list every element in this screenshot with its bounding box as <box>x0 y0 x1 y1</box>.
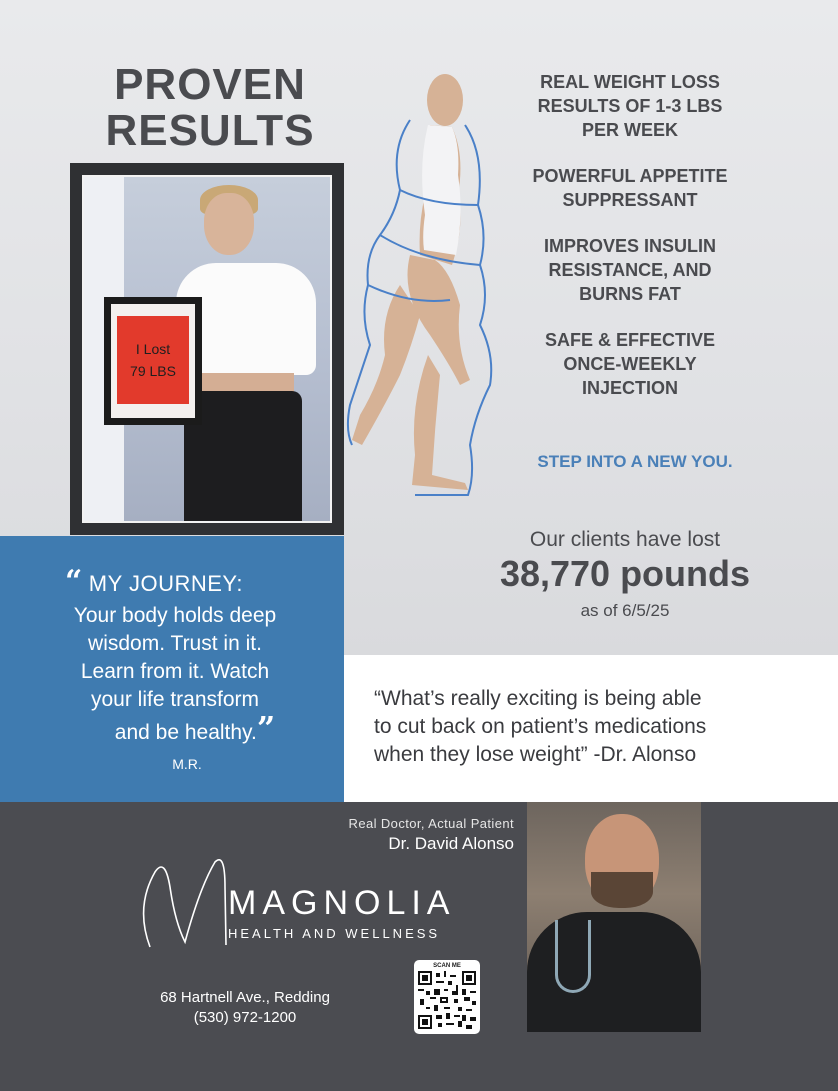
street-address: 68 Hartnell Ave., Redding <box>160 989 330 1006</box>
patient-head <box>204 193 254 255</box>
stethoscope-icon <box>555 920 591 993</box>
journey-title <box>65 564 243 599</box>
qr-label: SCAN ME <box>433 963 461 969</box>
benefit-line: ONCE-WEEKLY <box>563 354 697 374</box>
headline-line: RESULTS <box>105 106 315 155</box>
journey-quote-line: Your body holds deep <box>73 604 277 627</box>
doctor-quote <box>374 685 824 769</box>
benefit-item <box>505 70 755 142</box>
benefit-line: IMPROVES INSULIN <box>543 236 717 256</box>
phone-number[interactable]: (530) 972-1200 <box>193 1009 297 1026</box>
patient-midriff <box>194 373 294 393</box>
weight-loss-sign <box>104 297 202 425</box>
benefit-line: POWERFUL APPETITE <box>532 166 728 186</box>
benefit-line: SUPPRESSANT <box>562 190 698 210</box>
journey-panel <box>0 536 344 802</box>
journey-quote-line: Learn from it. Watch <box>80 660 270 683</box>
doctor-quote-panel <box>344 655 838 802</box>
journey-quote-line: and be healthy. <box>114 721 257 744</box>
logo-wordmark: MAGNOLIA <box>228 884 456 922</box>
footer-panel <box>0 802 838 1091</box>
magnolia-m-logo-icon <box>130 847 240 957</box>
headline-line: PROVEN <box>114 60 306 109</box>
stat-date: as of 6/5/25 <box>580 601 670 620</box>
figure-top <box>422 125 460 255</box>
open-quote-icon: “ <box>65 564 83 599</box>
journey-title-text: MY JOURNEY: <box>88 571 244 596</box>
before-after-photo-frame <box>70 163 344 535</box>
benefit-item <box>505 328 755 400</box>
figure-silhouette-illustration <box>340 55 520 505</box>
benefits-list <box>505 70 755 422</box>
credit-caption: Real Doctor, Actual Patient <box>348 816 514 831</box>
stat-intro: Our clients have lost <box>529 528 721 551</box>
benefit-line: REAL WEIGHT LOSS <box>540 72 720 92</box>
journey-quote-line: wisdom. Trust in it. <box>88 632 262 655</box>
tagline: STEP INTO A NEW YOU. <box>537 452 733 471</box>
doctor-quote-line: to cut back on patient’s medications <box>374 715 707 738</box>
journey-author: M.R. <box>172 756 202 772</box>
benefit-item <box>505 234 755 306</box>
benefit-line: INJECTION <box>581 378 678 398</box>
sign-text-panel <box>117 316 189 404</box>
qr-code-icon <box>418 971 476 1029</box>
qr-code-card[interactable] <box>414 960 480 1034</box>
doctor-quote-line: “What’s really exciting is being able <box>374 687 702 710</box>
benefit-line: RESISTANCE, AND <box>548 260 712 280</box>
journey-quote-line: your life transform <box>90 688 260 711</box>
sign-mat <box>111 304 195 418</box>
doctor-quote-line: when they lose weight” -Dr. Alonso <box>374 743 697 766</box>
doctor-name: Dr. David Alonso <box>388 834 514 853</box>
doctor-photo <box>527 802 701 1032</box>
patient-photo <box>82 175 332 523</box>
contact-address <box>140 988 350 1028</box>
stat-number: 38,770 pounds <box>499 553 751 594</box>
benefit-item <box>505 164 755 212</box>
doctor-shirt <box>527 912 701 1032</box>
journey-quote <box>40 602 310 747</box>
sign-text-line: 79 LBS <box>130 363 176 379</box>
sign-text-line: I Lost <box>135 341 171 357</box>
journey-quote-last <box>40 709 310 747</box>
benefit-line: PER WEEK <box>581 120 678 140</box>
close-quote-icon: ” <box>256 709 276 747</box>
benefit-line: SAFE & EFFECTIVE <box>544 330 715 350</box>
benefit-line: RESULTS OF 1-3 LBS <box>537 96 723 116</box>
doctor-beard <box>591 872 653 908</box>
headline <box>90 62 330 154</box>
logo-subtitle: HEALTH AND WELLNESS <box>228 926 441 941</box>
benefit-line: BURNS FAT <box>579 284 681 304</box>
